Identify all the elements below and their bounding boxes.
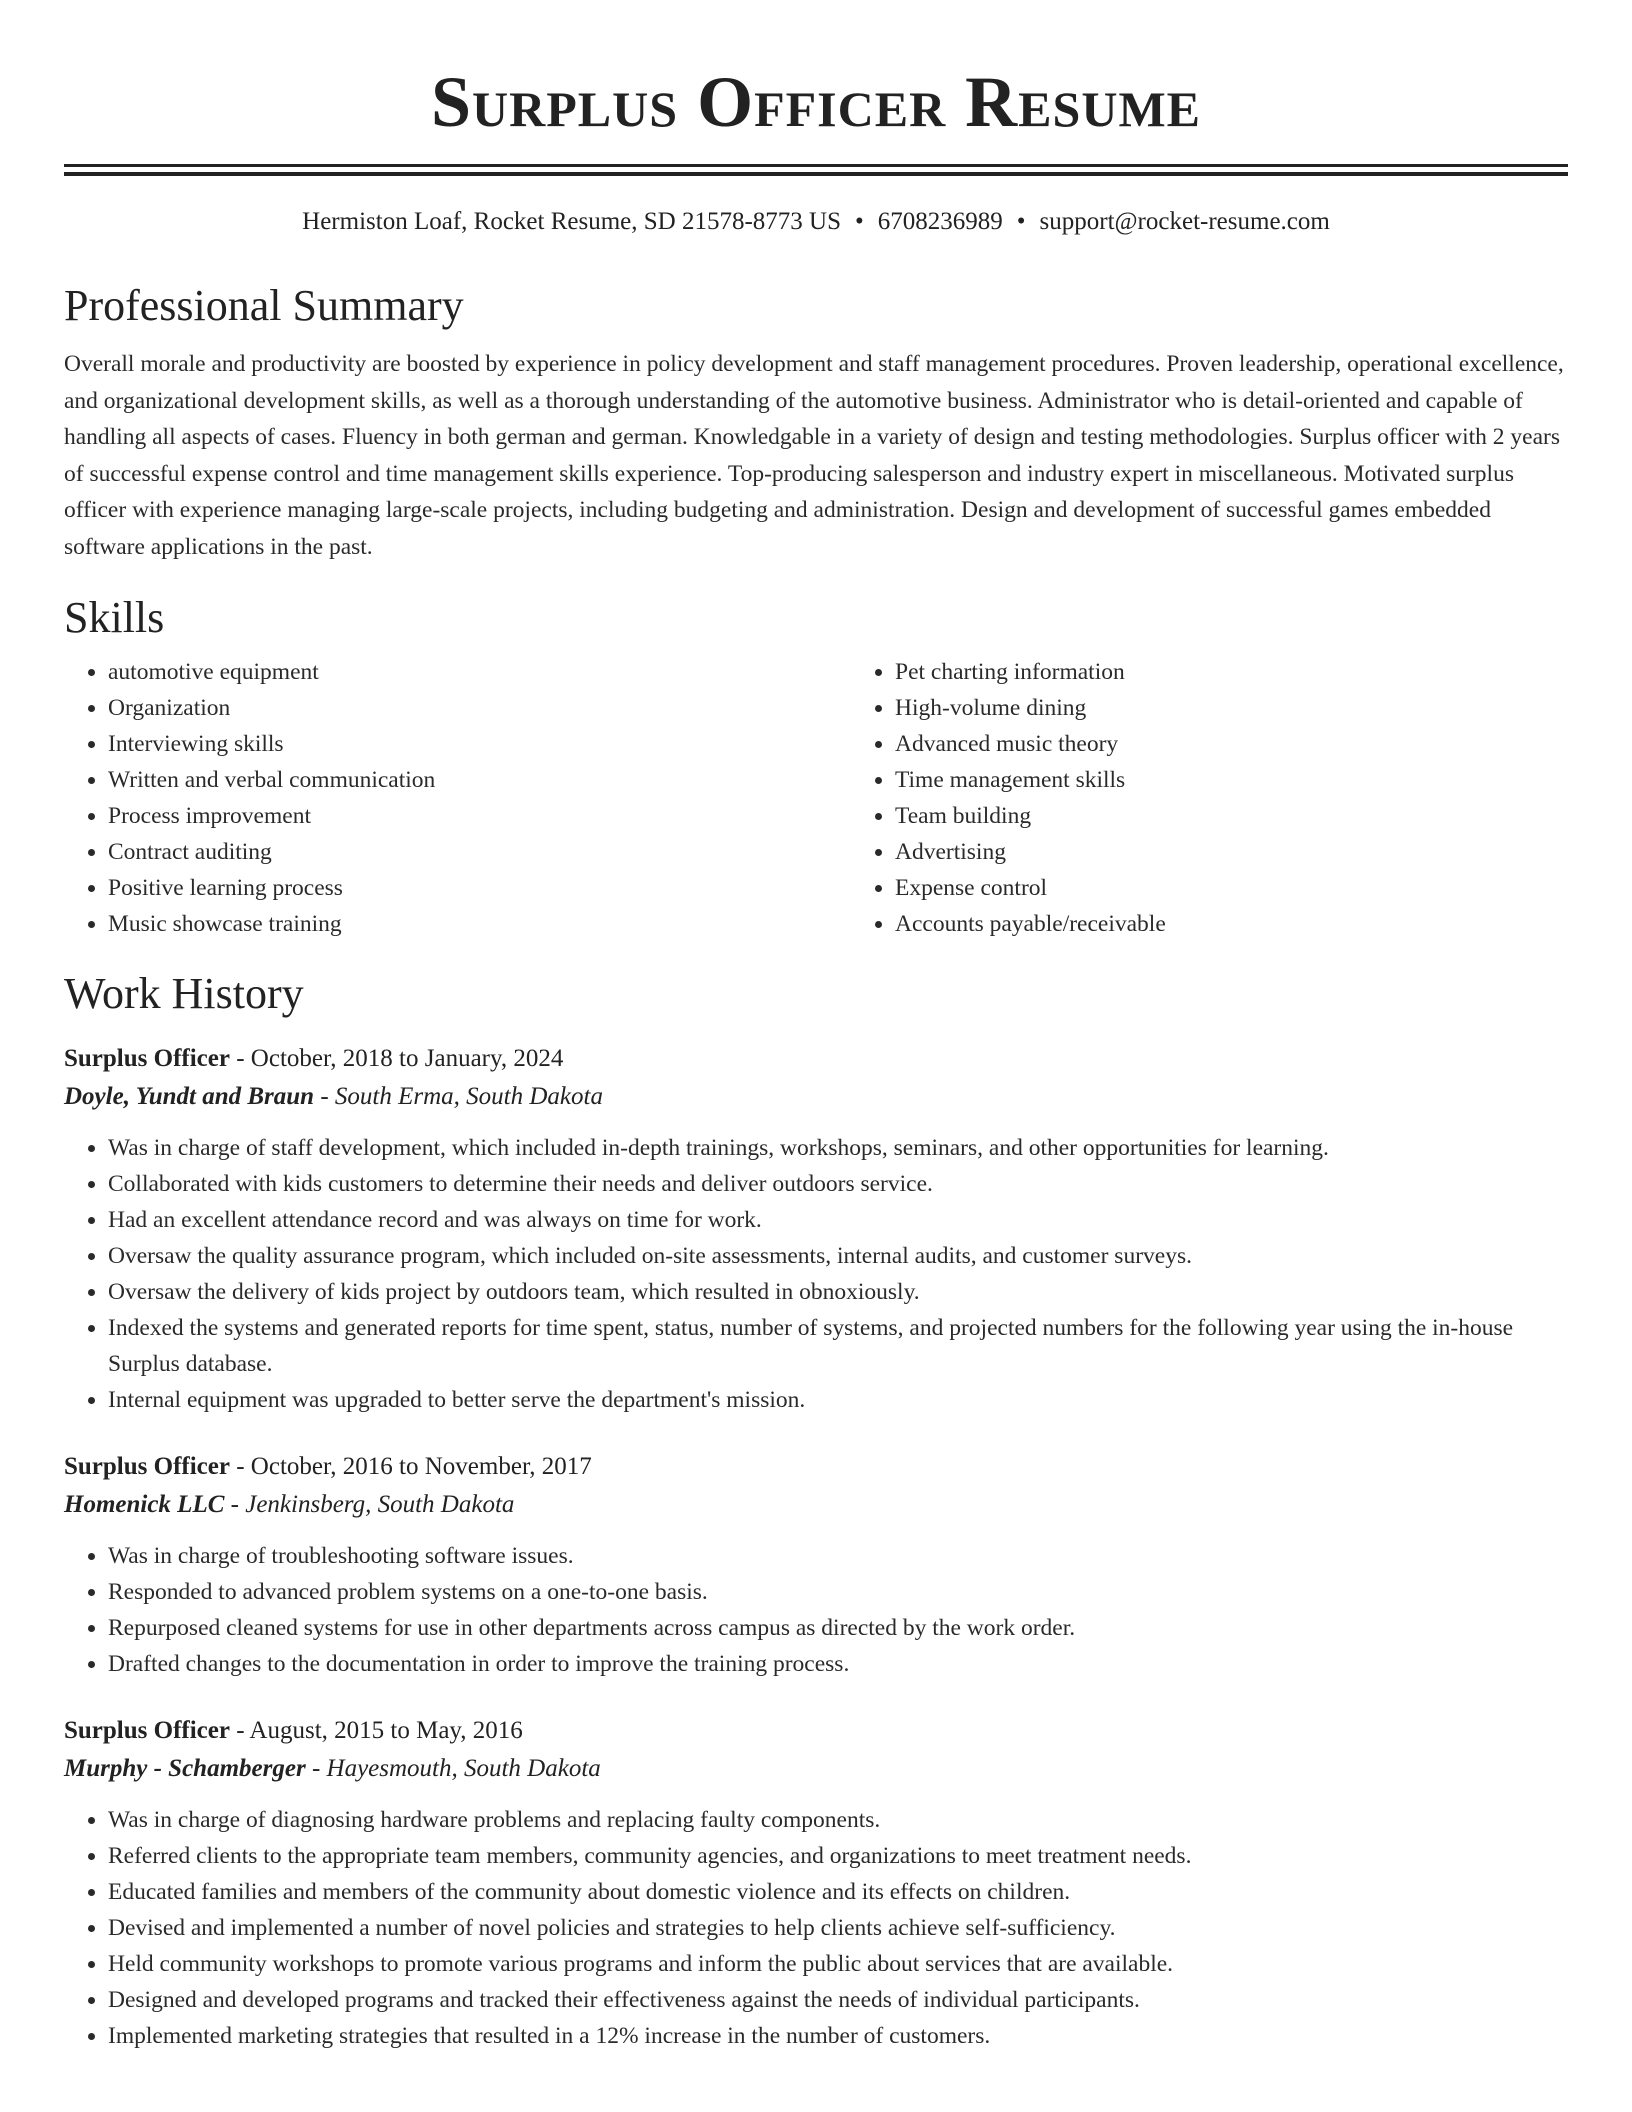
contact-phone: 6708236989 (877, 208, 1003, 235)
skill-item: • automotive equipment (108, 654, 851, 690)
skills-columns (64, 654, 1568, 942)
summary-heading: Professional Summary (64, 281, 464, 330)
job-duty: • Collaborated with kids customers to determine their needs and deliver outdoors service. (108, 1166, 1568, 1202)
contact-line (64, 206, 1568, 238)
skill-item: • High-volume dining (895, 690, 1568, 726)
job-duty: • Designed and developed programs and tracked their effectiveness against the needs of individual participants. (108, 1982, 1568, 2018)
work-history-section (64, 968, 1568, 2054)
skill-item: • Advanced music theory (895, 726, 1568, 762)
skill-item: • Pet charting information (895, 654, 1568, 690)
job-role: Surplus Officer (64, 1452, 230, 1480)
skill-item: • Expense control (895, 870, 1568, 906)
job-employer (64, 1486, 1568, 1524)
job-location: - Jenkinsberg, South Dakota (230, 1490, 515, 1518)
job-duty: • Held community workshops to promote various programs and inform the public about services that are available. (108, 1946, 1568, 1982)
work-history-heading: Work History (64, 968, 304, 1018)
summary-section (64, 280, 1568, 566)
job-duty: • Oversaw the delivery of kids project by outdoors team, which resulted in obnoxiously. (108, 1274, 1568, 1310)
job-entry (64, 1712, 1568, 2054)
job-duty: • Responded to advanced problem systems on a one-to-one basis. (108, 1574, 1568, 1610)
job-employer (64, 1078, 1568, 1116)
job-duty: • Was in charge of staff development, which included in-depth trainings, workshops, seminars, and other opportunities for learning. (108, 1130, 1568, 1166)
job-dates: - October, 2018 to January, 2024 (236, 1044, 564, 1072)
job-employer (64, 1750, 1568, 1788)
job-duty: • Had an excellent attendance record and was always on time for work. (108, 1202, 1568, 1238)
contact-email: support@rocket-resume.com (1039, 208, 1330, 235)
resume-title: Surplus Officer Resume (431, 62, 1201, 142)
job-duty: • Drafted changes to the documentation in order to improve the training process. (108, 1646, 1568, 1682)
job-duty: • Devised and implemented a number of novel policies and strategies to help clients achieve self-sufficiency. (108, 1910, 1568, 1946)
job-duties-list (64, 1538, 1568, 1682)
job-duty: • Oversaw the quality assurance program, which included on-site assessments, internal audits, and customer surveys. (108, 1238, 1568, 1274)
job-entry (64, 1040, 1568, 1418)
skill-item: • Organization (108, 690, 851, 726)
job-header (64, 1712, 1568, 1750)
skill-item: • Accounts payable/receivable (895, 906, 1568, 942)
summary-text: Overall morale and productivity are boosted by experience in policy development and staff management procedures. Proven leadership, operational excellence, and organizational development skills, as well as a thorough understanding of the automotive business. Administrator who is detail-oriented and capable of handling all aspects of cases. Fluency in both german and german. Knowledgable in a variety of design and testing methodologies. Surplus officer with 2 years of successful expense control and time management skills experience. Top-producing salesperson and industry expert in miscellaneous. Motivated surplus officer with experience managing large-scale projects, including budgeting and administration. Design and development of successful games embedded software applications in the past. (64, 351, 1564, 560)
skill-item: • Contract auditing (108, 834, 851, 870)
title-divider-top (64, 164, 1568, 167)
job-duty: • Repurposed cleaned systems for use in other departments across campus as directed by the work order. (108, 1610, 1568, 1646)
skill-item: • Positive learning process (108, 870, 851, 906)
job-duty: • Indexed the systems and generated reports for time spent, status, number of systems, and projected numbers for the following year using the in-house Surplus database. (108, 1310, 1568, 1382)
skills-list-right (851, 654, 1568, 942)
job-header (64, 1040, 1568, 1078)
job-duty: • Internal equipment was upgraded to better serve the department's mission. (108, 1382, 1568, 1418)
job-duty: • Was in charge of troubleshooting software issues. (108, 1538, 1568, 1574)
skill-item: • Interviewing skills (108, 726, 851, 762)
job-duty: • Educated families and members of the community about domestic violence and its effects on children. (108, 1874, 1568, 1910)
job-dates: - October, 2016 to November, 2017 (236, 1452, 592, 1480)
job-location: - South Erma, South Dakota (320, 1082, 603, 1110)
job-dates: - August, 2015 to May, 2016 (236, 1716, 523, 1744)
skills-section (64, 592, 1568, 942)
skill-item: • Written and verbal communication (108, 762, 851, 798)
job-duty: • Implemented marketing strategies that resulted in a 12% increase in the number of customers. (108, 2018, 1568, 2054)
job-duty: • Was in charge of diagnosing hardware problems and replacing faulty components. (108, 1802, 1568, 1838)
job-role: Surplus Officer (64, 1044, 230, 1072)
job-role: Surplus Officer (64, 1716, 230, 1744)
contact-separator: • (1016, 208, 1026, 235)
skill-item: • Music showcase training (108, 906, 851, 942)
skill-item: • Time management skills (895, 762, 1568, 798)
skill-item: • Team building (895, 798, 1568, 834)
contact-address: Hermiston Loaf, Rocket Resume, SD 21578-8773 US (302, 208, 841, 235)
job-company: Murphy - Schamberger (64, 1754, 306, 1782)
job-duties-list (64, 1802, 1568, 2054)
job-header (64, 1448, 1568, 1486)
job-entry (64, 1448, 1568, 1682)
job-company: Doyle, Yundt and Braun (64, 1082, 315, 1110)
skill-item: • Process improvement (108, 798, 851, 834)
skill-item: • Advertising (895, 834, 1568, 870)
title-divider-bottom (64, 172, 1568, 176)
skills-heading: Skills (64, 592, 165, 642)
job-location: - Hayesmouth, South Dakota (311, 1754, 601, 1782)
job-duties-list (64, 1130, 1568, 1418)
contact-separator: • (855, 208, 864, 235)
skills-list-left (64, 654, 851, 942)
job-duty: • Referred clients to the appropriate team members, community agencies, and organizations to meet treatment needs. (108, 1838, 1568, 1874)
job-company: Homenick LLC (64, 1490, 225, 1518)
